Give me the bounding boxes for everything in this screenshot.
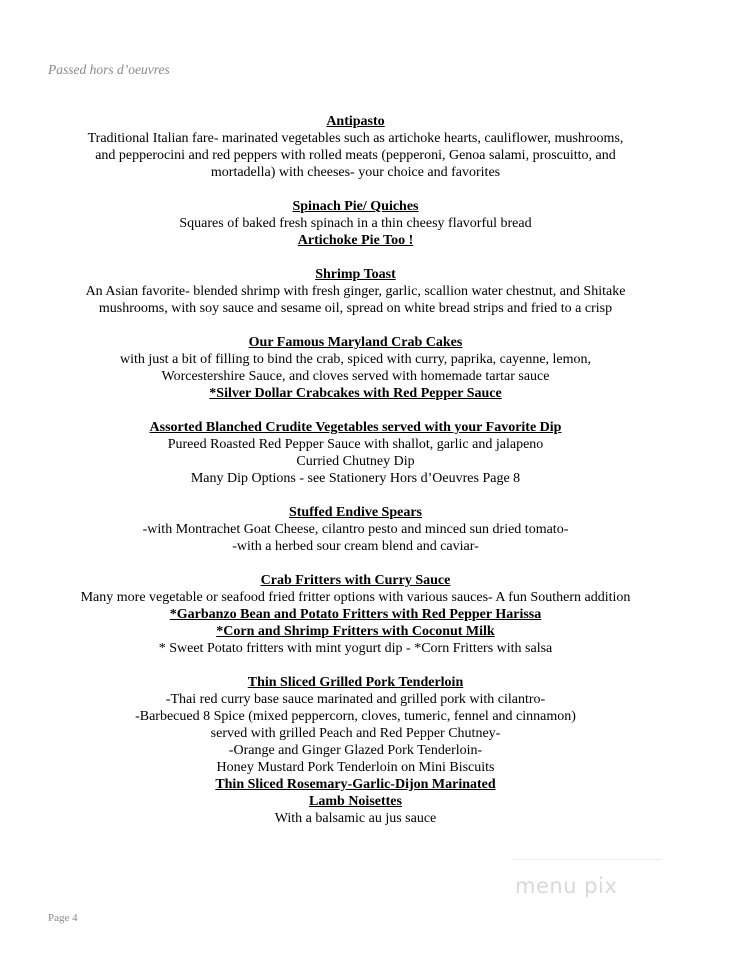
description-line: Pureed Roasted Red Pepper Sauce with shallot, garlic and jalapeno <box>167 437 544 452</box>
section-title: Thin Sliced Grilled Pork Tenderloin <box>247 675 464 690</box>
description-line: with just a bit of filling to bind the crab, spiced with curry, paprika, cayenne, lemon, <box>119 352 592 367</box>
section-title: Spinach Pie/ Quiches <box>292 199 419 214</box>
description-line: Honey Mustard Pork Tenderloin on Mini Biscuits <box>216 760 495 775</box>
menu-section-endive <box>40 504 671 555</box>
section-subtitle: *Garbanzo Bean and Potato Fritters with Red Pepper Harissa <box>169 607 542 622</box>
description-line: mushrooms, with soy sauce and sesame oil, spread on white bread strips and fried to a crisp <box>98 301 613 316</box>
section-title: Crab Fritters with Curry Sauce <box>260 573 451 588</box>
page-header: Passed hors d’oeuvres <box>48 62 170 77</box>
menu-section-pork-tenderloin <box>40 674 671 827</box>
section-subtitle: *Silver Dollar Crabcakes with Red Pepper Sauce <box>209 386 502 401</box>
section-subtitle: Lamb Noisettes <box>309 794 402 809</box>
description-line: mortadella) with cheeses- your choice and favorites <box>210 165 501 180</box>
description-line: -with Montrachet Goat Cheese, cilantro pesto and minced sun dried tomato- <box>142 522 569 537</box>
section-title: Antipasto <box>326 114 385 129</box>
menu-section-shrimp-toast <box>40 266 671 317</box>
menu-section-spinach-pie <box>40 198 671 249</box>
description-line: * Sweet Potato fritters with mint yogurt dip - *Corn Fritters with salsa <box>158 641 553 656</box>
description-line: -Thai red curry base sauce marinated and grilled pork with cilantro- <box>165 692 546 707</box>
description-line: Many Dip Options - see Stationery Hors d’Oeuvres Page 8 <box>190 471 521 486</box>
description-line: -Barbecued 8 Spice (mixed peppercorn, cloves, tumeric, fennel and cinnamon) <box>135 709 576 724</box>
section-title: Assorted Blanched Crudite Vegetables served with your Favorite Dip <box>149 420 562 435</box>
section-subtitle: Thin Sliced Rosemary-Garlic-Dijon Marinated <box>215 777 496 792</box>
menupix-watermark: menu pix <box>515 874 618 898</box>
description-line: Many more vegetable or seafood fried fritter options with various sauces- A fun Southern addition <box>80 590 631 605</box>
description-line: An Asian favorite- blended shrimp with fresh ginger, garlic, scallion water chestnut, and Shitake <box>85 284 626 299</box>
description-line: Worcestershire Sauce, and cloves served with homemade tartar sauce <box>161 369 550 384</box>
menu-section-crab-cakes <box>40 334 671 402</box>
description-line: Curried Chutney Dip <box>296 454 415 469</box>
description-line: With a balsamic au jus sauce <box>274 811 437 826</box>
watermark-divider <box>512 859 662 860</box>
description-line: -Orange and Ginger Glazed Pork Tenderloin- <box>228 743 483 758</box>
section-subtitle: Artichoke Pie Too ! <box>297 233 414 248</box>
menu-section-crudite <box>40 419 671 487</box>
menu-section-antipasto <box>40 113 671 181</box>
description-line: Squares of baked fresh spinach in a thin cheesy flavorful bread <box>179 216 532 231</box>
description-line: -with a herbed sour cream blend and caviar- <box>232 539 479 554</box>
menu-content <box>40 113 671 844</box>
description-line: and pepperocini and red peppers with rolled meats (pepperoni, Genoa salami, proscuitto, and <box>95 148 616 163</box>
description-line: Traditional Italian fare- marinated vegetables such as artichoke hearts, cauliflower, mushrooms, <box>87 131 624 146</box>
section-title: Stuffed Endive Spears <box>288 505 423 520</box>
menu-section-crab-fritters <box>40 572 671 657</box>
page-number: Page 4 <box>48 912 78 924</box>
section-subtitle: *Corn and Shrimp Fritters with Coconut Milk <box>216 624 495 639</box>
section-title: Our Famous Maryland Crab Cakes <box>248 335 463 350</box>
section-title: Shrimp Toast <box>315 267 396 282</box>
description-line: served with grilled Peach and Red Pepper Chutney- <box>210 726 501 741</box>
